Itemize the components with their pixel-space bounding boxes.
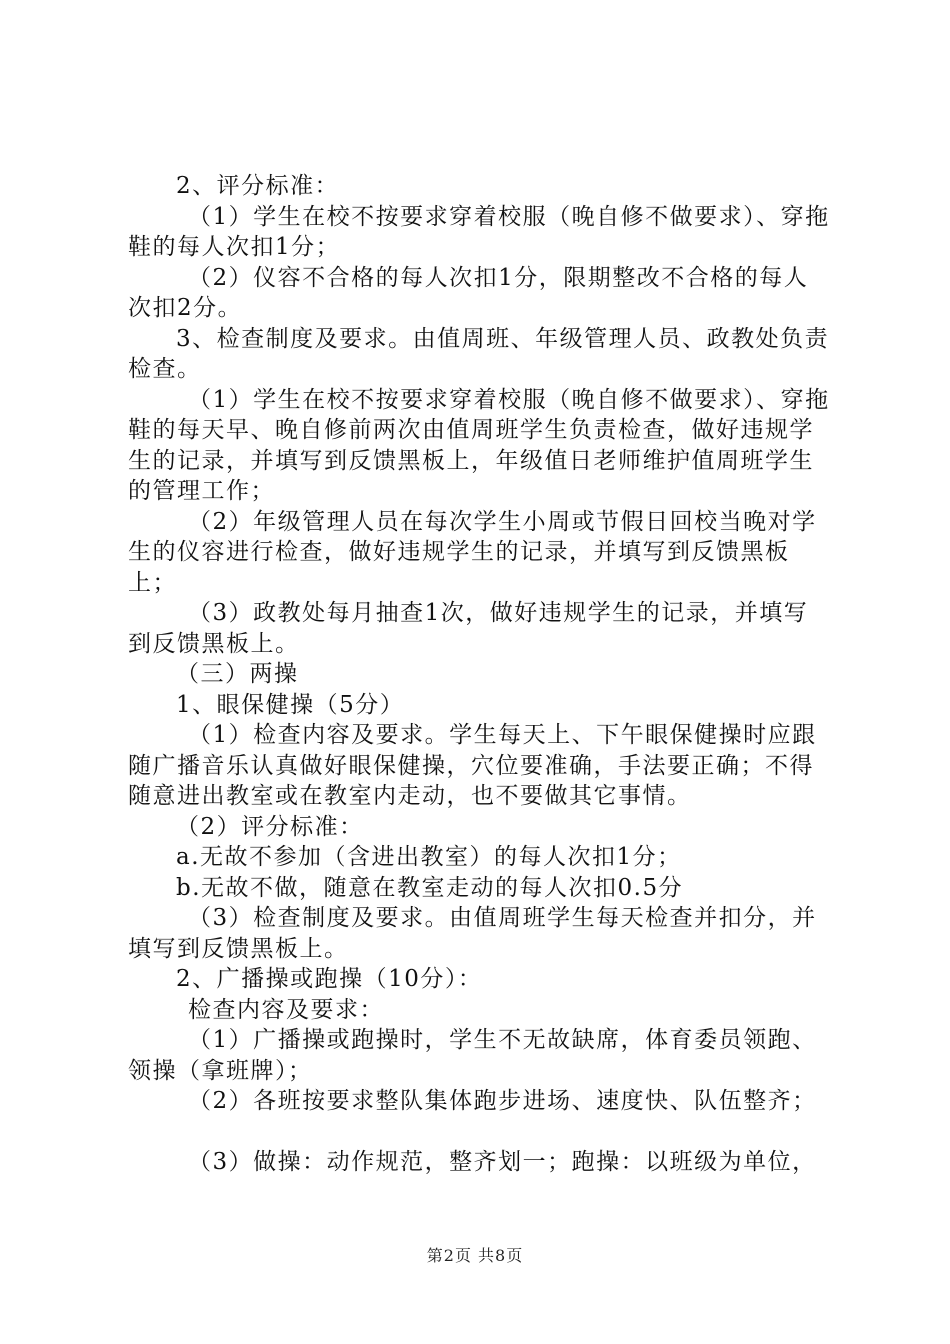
paragraph-attendance-rule: （1）广播操或跑操时，学生不无故缺席，体育委员领跑、领操（拿班牌）； <box>128 1027 817 1084</box>
paragraph-uniform-inspection: （1）学生在校不按要求穿着校服（晚自修不做要求）、穿拖鞋的每天早、晚自修前两次由值周班学生负责检查，做好违规学生的记录，并填写到反馈黑板上，年级值日老师维护值周班学生的管理工作； <box>128 386 830 504</box>
paragraph-eye-scoring-heading: （2）评分标准： <box>176 813 364 840</box>
section-heading-scoring: 2、评分标准： <box>176 173 340 199</box>
section-heading-eye-exercise: 1、眼保健操（5分） <box>176 691 405 718</box>
blank-line <box>128 1117 830 1147</box>
list-item-a: a.无故不参加（含进出教室）的每人次扣1分； <box>176 844 682 870</box>
section-heading-broadcast-exercise: 2、广播操或跑操（10分）： <box>176 966 483 992</box>
paragraph-inspection-requirements: 检查内容及要求： <box>188 996 384 1023</box>
paragraph-office-inspection: （3）政教处每月抽查1次，做好违规学生的记录，并填写到反馈黑板上。 <box>128 600 809 657</box>
section-heading-two-exercises: （三）两操 <box>176 661 299 687</box>
list-item-b: b.无故不做，随意在教室走动的每人次扣0.5分 <box>176 874 684 901</box>
paragraph-entry-rule: （2）各班按要求整队集体跑步进场、速度快、队伍整齐； <box>188 1088 817 1114</box>
page-number-footer: 第2页 共8页 <box>426 1246 524 1265</box>
section-heading-inspection: 3、检查制度及要求。由值周班、年级管理人员、政教处负责检查。 <box>128 325 830 382</box>
paragraph-eye-exercise-requirements: （1）检查内容及要求。学生每天上、下午眼保健操时应跟随广播音乐认真做好眼保健操，穴位要准确，手法要正确；不得随意进出教室或在教室内走动，也不要做其它事情。 <box>128 722 817 809</box>
paragraph-grade-inspection: （2）年级管理人员在每次学生小周或节假日回校当晚对学生的仪容进行检查，做好违规学生的记录，并填写到反馈黑板上； <box>128 508 817 596</box>
paragraph-eye-inspection: （3）检查制度及要求。由值周班学生每天检查并扣分，并填写到反馈黑板上。 <box>128 905 817 962</box>
document-body <box>128 171 830 1177</box>
paragraph-exercise-rule: （3）做操：动作规范，整齐划一；跑操：以班级为单位， <box>188 1148 817 1175</box>
paragraph-uniform-rule: （1）学生在校不按要求穿着校服（晚自修不做要求）、穿拖鞋的每人次扣1分； <box>128 203 830 260</box>
paragraph-appearance-rule: （2）仪容不合格的每人次扣1分，限期整改不合格的每人次扣2分。 <box>128 264 809 321</box>
